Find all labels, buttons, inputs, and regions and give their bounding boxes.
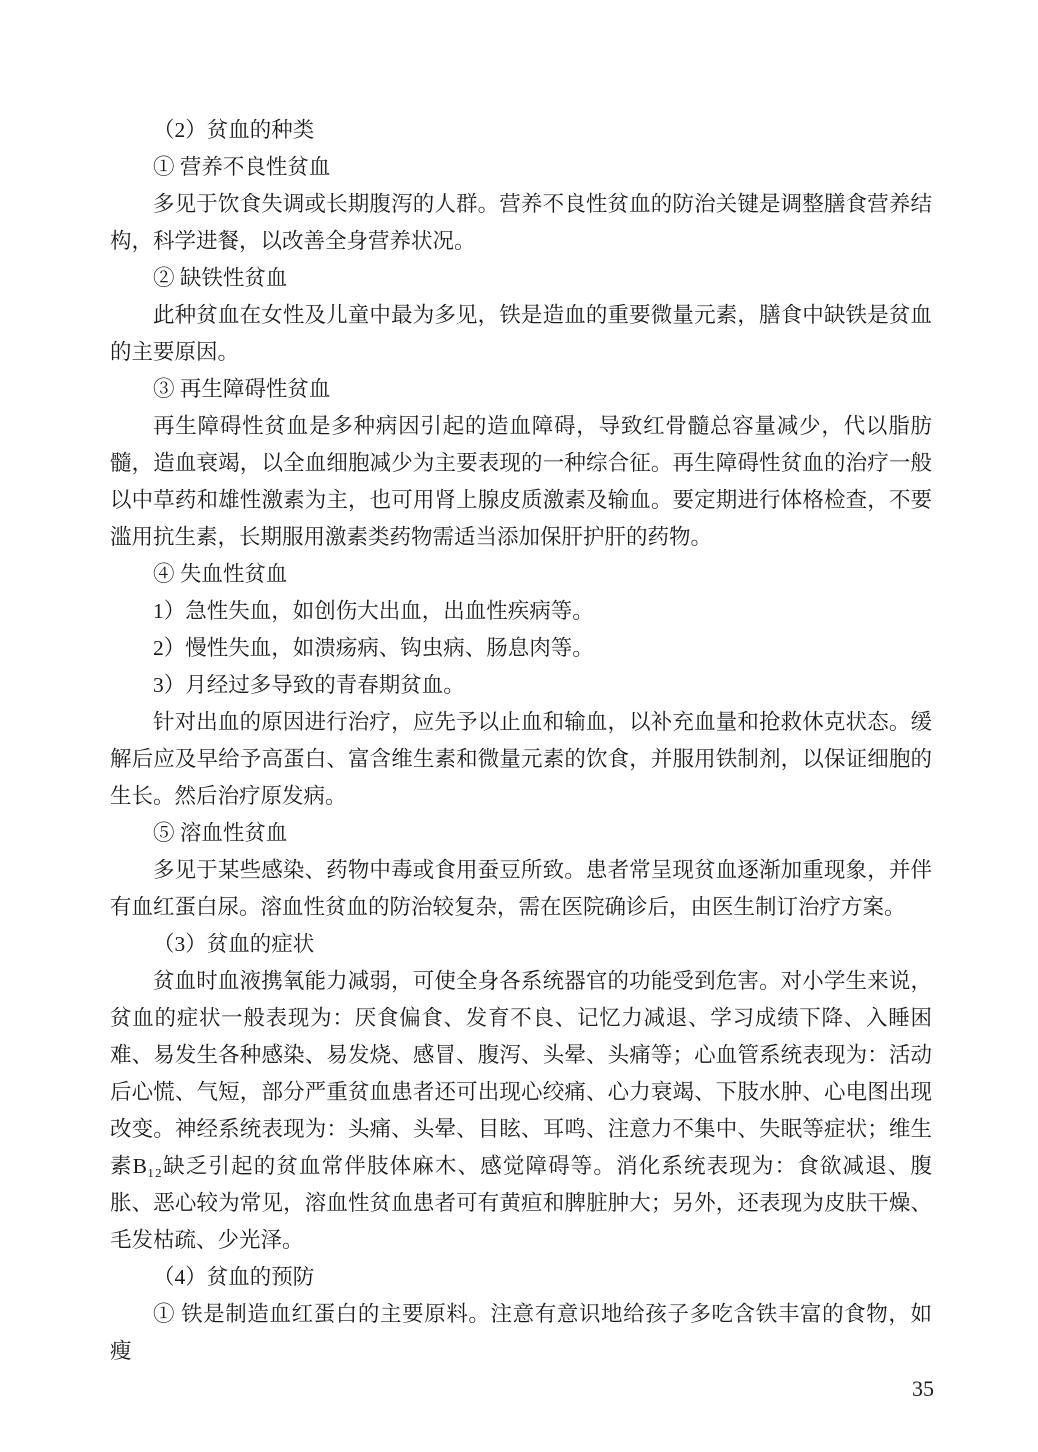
paragraph-anemia-symptoms: 贫血时血液携氧能力减弱，可使全身各系统器官的功能受到危害。对小学生来说，贫血的症状一般表现为：厌食偏食、发育不良、记忆力减退、学习成绩下降、入睡困难、易发生各种感染、易发烧、感冒、腹泻、头晕、头痛等；心血管系统表现为：活动后心慌、气短，部分严重贫血患者还可出现心绞痛、心力衰竭、下肢水肿、心电图出现改变。神经系统表现为：头痛、头晕、目眩、耳鸣、注意力不集中、失眠等症状；维生素B₁₂缺乏引起的贫血常伴肢体麻木、感觉障碍等。消化系统表现为：食欲减退、腹胀、恶心较为常见，溶血性贫血患者可有黄疸和脾脏肿大；另外，还表现为皮肤干燥、毛发枯疏、少光泽。: [110, 969, 932, 1252]
heading-anemia-types: （2）贫血的种类: [153, 118, 315, 142]
list-item-menstrual-anemia: 3）月经过多导致的青春期贫血。: [153, 673, 465, 697]
paragraph-nutritional-anemia: 多见于饮食失调或长期腹泻的人群。营养不良性贫血的防治关键是调整膳食营养结构，科学进餐，以改善全身营养状况。: [110, 192, 932, 253]
paragraph-hemorrhagic-treatment: 针对出血的原因进行治疗，应先予以止血和输血，以补充血量和抢救休克状态。缓解后应及早给予高蛋白、富含维生素和微量元素的饮食，并服用铁制剂，以保证细胞的生长。然后治疗原发病。: [110, 710, 932, 808]
paragraph-aplastic-anemia: 再生障碍性贫血是多种病因引起的造血障碍，导致红骨髓总容量减少，代以脂肪髓，造血衰竭，以全血细胞减少为主要表现的一种综合征。再生障碍性贫血的治疗一般以中草药和雄性激素为主，也可用肾上腺皮质激素及输血。要定期进行体格检查，不要滥用抗生素，长期服用激素类药物需适当添加保肝护肝的药物。: [110, 414, 932, 549]
heading-anemia-prevention: （4）贫血的预防: [153, 1265, 315, 1289]
subheading-iron-deficiency-anemia: ② 缺铁性贫血: [153, 266, 288, 290]
page-number: 35: [912, 1376, 934, 1401]
paragraph-iron-rich-food: ① 铁是制造血红蛋白的主要原料。注意有意识地给孩子多吃含铁丰富的食物，如瘦: [110, 1302, 932, 1363]
list-item-chronic-blood-loss: 2）慢性失血，如溃疡病、钩虫病、肠息肉等。: [153, 636, 594, 660]
page-body: [110, 112, 932, 1370]
subheading-aplastic-anemia: ③ 再生障碍性贫血: [153, 377, 331, 401]
subheading-hemorrhagic-anemia: ④ 失血性贫血: [153, 562, 288, 586]
heading-anemia-symptoms: （3）贫血的症状: [153, 932, 315, 956]
subheading-hemolytic-anemia: ⑤ 溶血性贫血: [153, 821, 288, 845]
paragraph-iron-deficiency-anemia: 此种贫血在女性及儿童中最为多见，铁是造血的重要微量元素，膳食中缺铁是贫血的主要原因。: [110, 303, 932, 364]
paragraph-hemolytic-anemia: 多见于某些感染、药物中毒或食用蚕豆所致。患者常呈现贫血逐渐加重现象，并伴有血红蛋白尿。溶血性贫血的防治较复杂，需在医院确诊后，由医生制订治疗方案。: [110, 858, 932, 919]
list-item-acute-blood-loss: 1）急性失血，如创伤大出血，出血性疾病等。: [153, 599, 594, 623]
subheading-nutritional-anemia: ① 营养不良性贫血: [153, 155, 331, 179]
